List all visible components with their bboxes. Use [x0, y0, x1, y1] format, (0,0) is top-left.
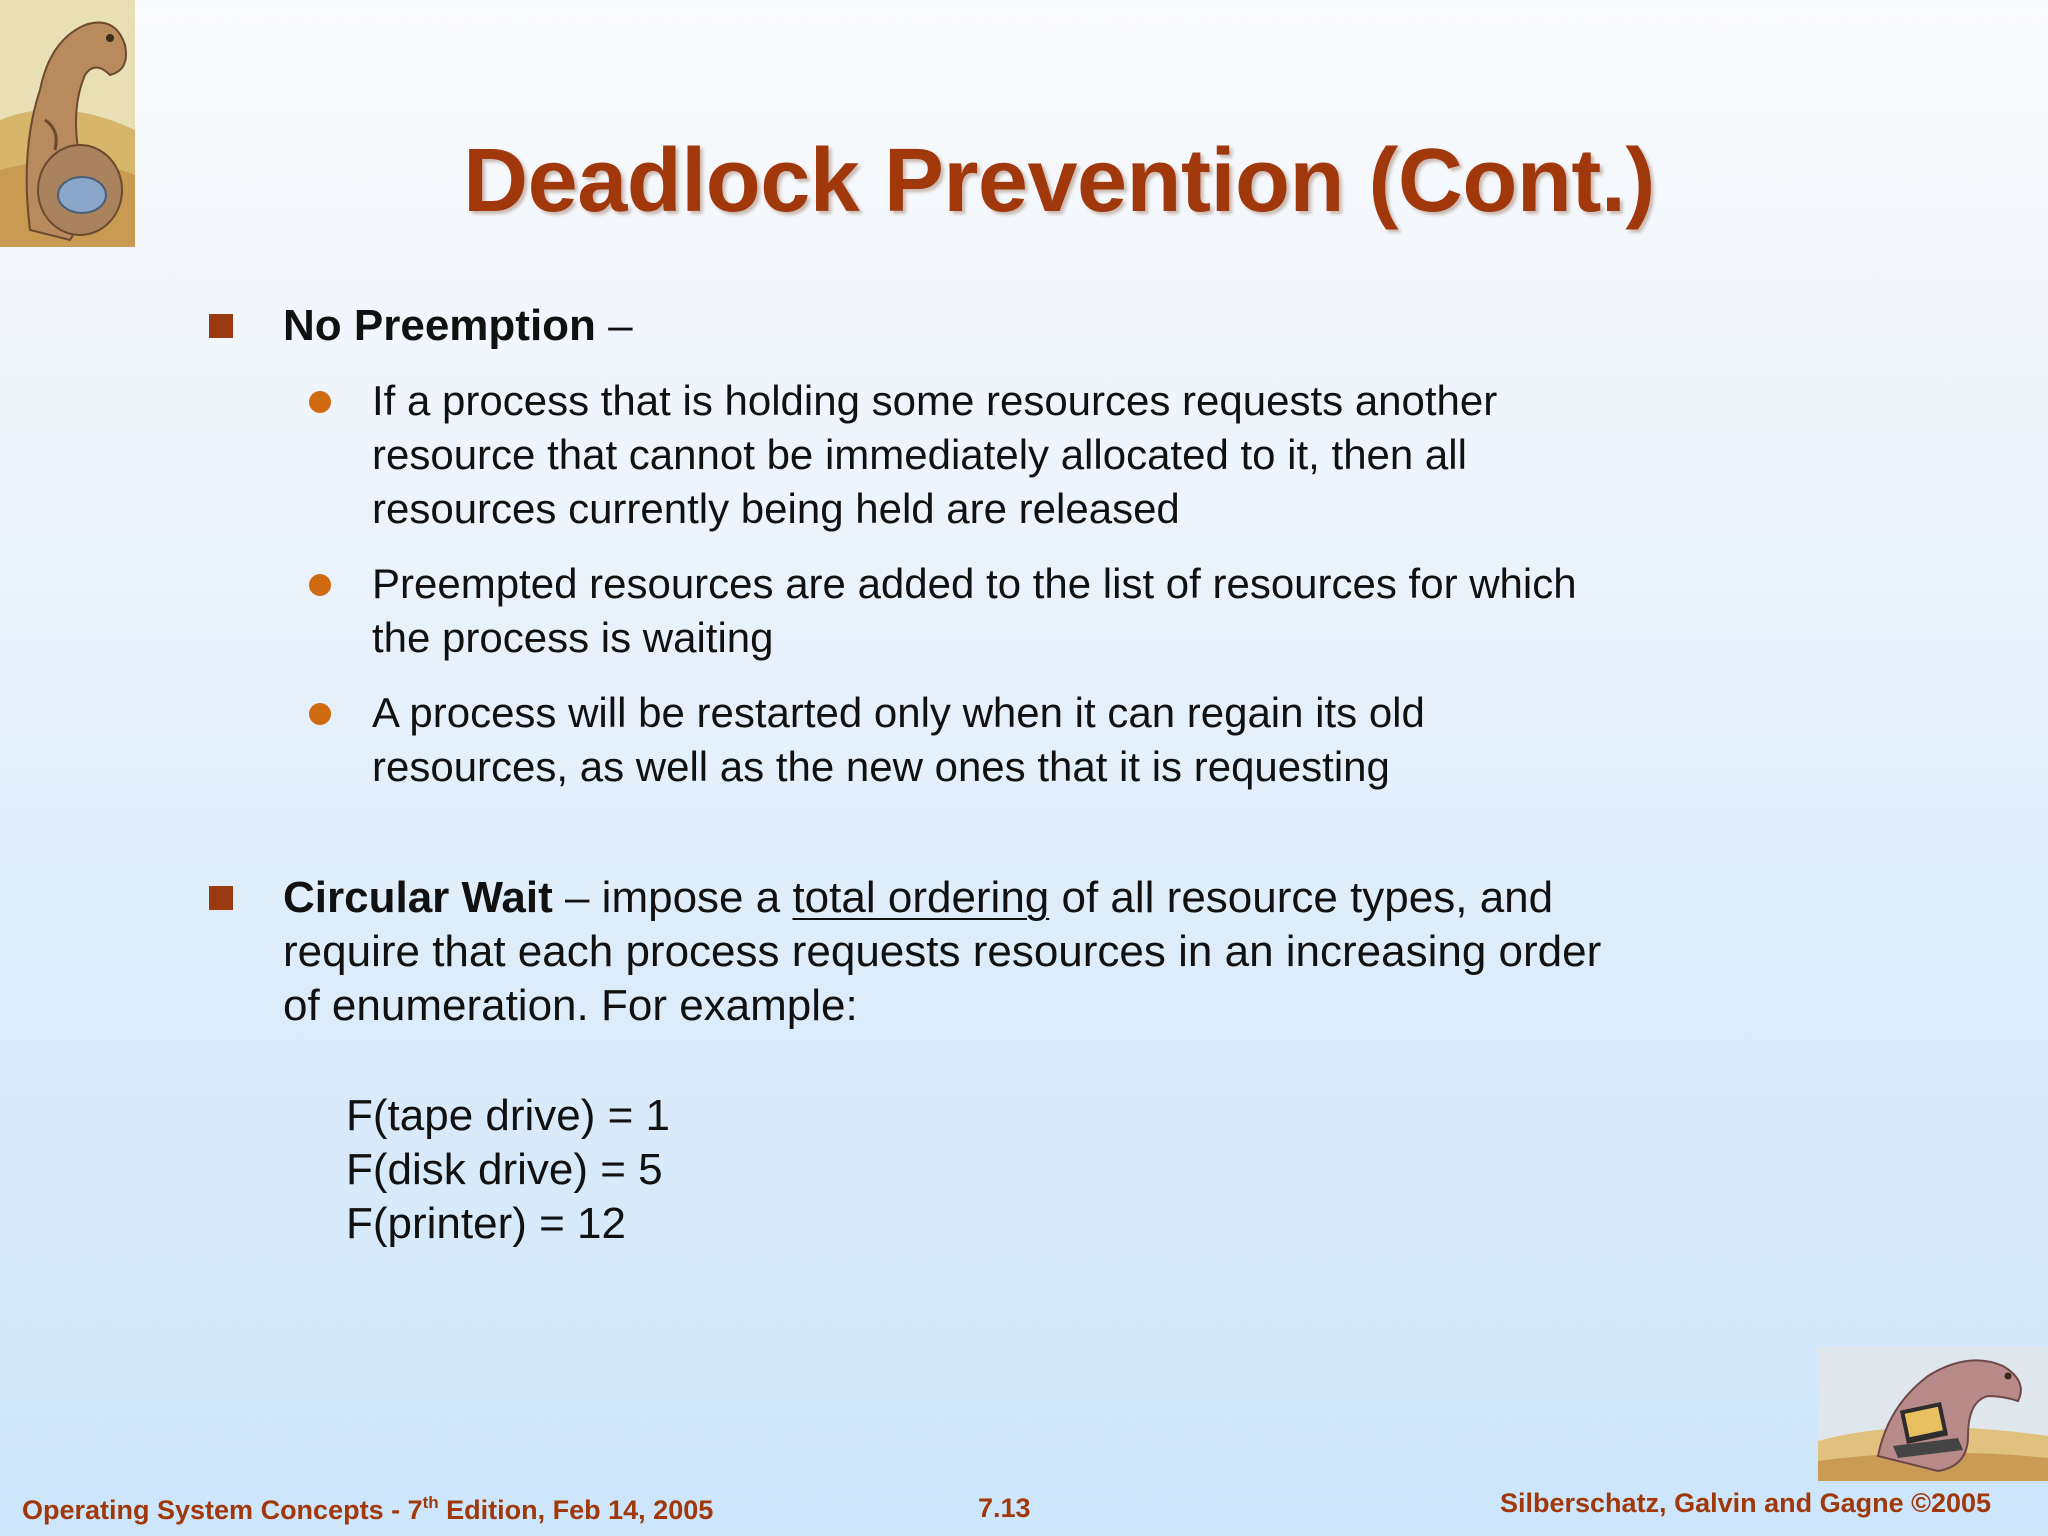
sub-bullet-1-line-3: resources currently being held are released [372, 485, 1180, 532]
footer-book-title [22, 1493, 713, 1526]
footer-book-title-prefix: Operating System Concepts - 7 [22, 1495, 423, 1525]
example-printer: F(printer) = 12 [346, 1199, 626, 1248]
sub-bullet-3-line-2: resources, as well as the new ones that it is requesting [372, 743, 1390, 790]
circular-wait-heading: Circular Wait [283, 873, 553, 922]
example-tape-drive: F(tape drive) = 1 [346, 1091, 671, 1140]
sub-bullet-1-line-1: If a process that is holding some resources requests another [372, 377, 1498, 424]
square-bullet-icon [209, 314, 233, 338]
slide-title: Deadlock Prevention (Cont.) [463, 131, 1655, 232]
square-bullet-icon [209, 886, 233, 910]
example-list [346, 1089, 670, 1251]
sub-bullet-2 [372, 557, 1577, 665]
round-bullet-icon [309, 574, 331, 596]
sub-bullet-2-line-2: the process is waiting [372, 614, 774, 661]
sub-bullet-3 [372, 686, 1425, 794]
bullet-no-preemption [283, 299, 633, 353]
sub-bullet-1-line-2: resource that cannot be immediately allocated to it, then all [372, 431, 1467, 478]
sub-bullet-2-line-1: Preempted resources are added to the list of resources for which [372, 560, 1577, 607]
dinosaur-laptop-image [1818, 1346, 2048, 1481]
sub-bullet-3-line-1: A process will be restarted only when it can regain its old [372, 689, 1425, 736]
no-preemption-dash: – [595, 301, 633, 350]
circular-wait-line-2: require that each process requests resources in an increasing order [283, 927, 1602, 976]
footer-authors: Silberschatz, Galvin and Gagne ©2005 [1500, 1488, 1992, 1518]
circular-wait-line-3: of enumeration. For example: [283, 981, 858, 1030]
no-preemption-heading: No Preemption [283, 301, 596, 350]
total-ordering-term: total ordering [792, 873, 1050, 922]
circular-wait-text-after: of all resource types, and [1049, 873, 1554, 922]
circular-wait-line-1 [283, 871, 1601, 925]
example-disk-drive: F(disk drive) = 5 [346, 1145, 663, 1194]
round-bullet-icon [309, 703, 331, 725]
circular-wait-text-before: – impose a [552, 873, 793, 922]
footer-page-number: 7.13 [978, 1493, 1031, 1523]
bullet-circular-wait [283, 871, 1601, 1033]
footer-book-title-suffix: Edition, Feb 14, 2005 [438, 1495, 714, 1525]
footer-edition-sup: th [422, 1493, 439, 1512]
round-bullet-icon [309, 391, 331, 413]
sub-bullet-1 [372, 374, 1497, 536]
